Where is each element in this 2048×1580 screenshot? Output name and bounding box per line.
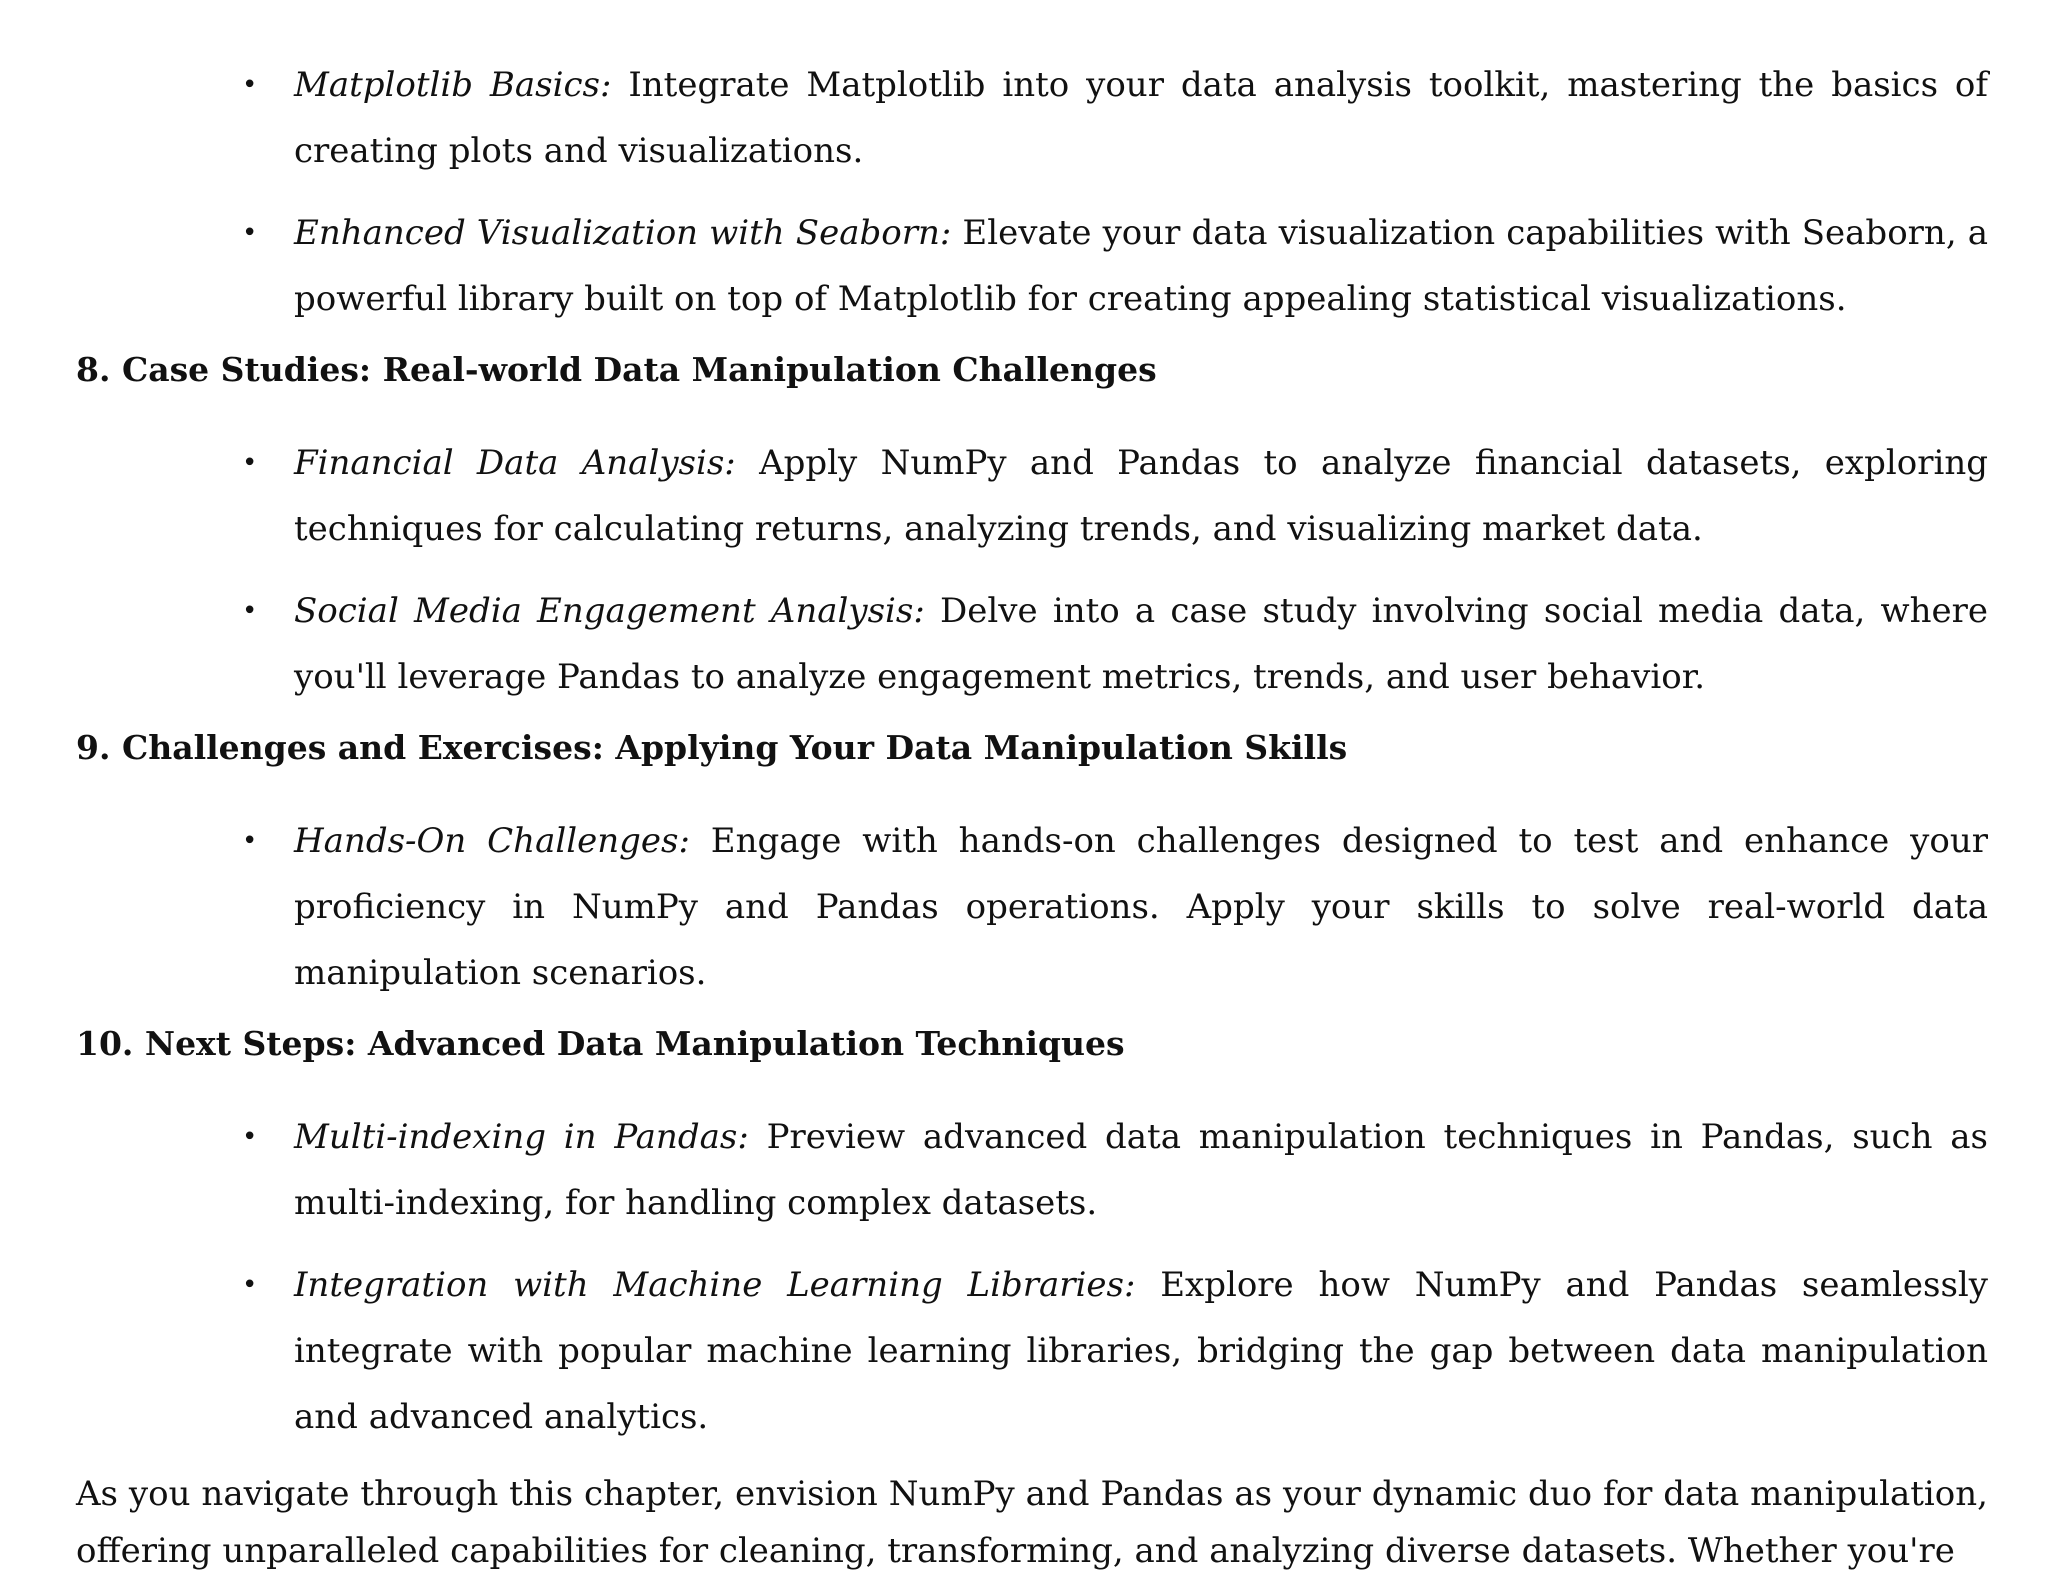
bullet-text: Apply NumPy and Pandas to analyze financial datasets, exploring techniques for calculating returns, analyzing trends, and visualizing market data. — [294, 443, 1989, 549]
bullet-glyph: • — [242, 218, 258, 248]
section-heading: 10. Next Steps: Advanced Data Manipulation Techniques — [76, 1024, 1125, 1063]
section-heading: 8. Case Studies: Real-world Data Manipulation Challenges — [76, 350, 1157, 389]
bullet-item — [76, 430, 1988, 562]
bullet-item — [76, 52, 1988, 184]
bullet-title: Hands-On Challenges: — [294, 821, 690, 861]
bullet-item — [76, 1252, 1988, 1450]
bullet-glyph: • — [242, 826, 258, 856]
bullet-title: Multi-indexing in Pandas: — [294, 1117, 749, 1157]
bullet-item — [76, 578, 1988, 710]
bullet-item — [76, 1104, 1988, 1236]
bullet-item — [76, 200, 1988, 332]
bullet-glyph: • — [242, 1270, 258, 1300]
bullet-glyph: • — [242, 448, 258, 478]
bullet-text: Delve into a case study involving social media data, where you'll leverage Pandas to analyze engagement metrics, trends, and user behavior. — [294, 591, 1988, 697]
bullet-glyph: • — [242, 70, 258, 100]
bullet-item — [76, 808, 1988, 1006]
bullet-glyph: • — [242, 1122, 258, 1152]
bullet-text: Elevate your data visualization capabilities with Seaborn, a powerful library built on top of Matplotlib for creating appealing statistical visualizations. — [294, 213, 1988, 319]
bullet-title: Enhanced Visualization with Seaborn: — [294, 213, 952, 253]
bullet-text: Integrate Matplotlib into your data analysis toolkit, mastering the basics of creating plots and visualizations. — [294, 65, 1988, 171]
bullet-title: Financial Data Analysis: — [294, 443, 736, 483]
bullet-text: Engage with hands-on challenges designed to test and enhance your proficiency in NumPy and Pandas operations. Apply your skills to solve real-world data manipulation scenarios. — [294, 821, 1988, 993]
closing-paragraph: As you navigate through this chapter, envision NumPy and Pandas as your dynamic duo for data manipulation, offering unparalleled capabilities for cleaning, transforming, and analyzing diverse datasets. Whether you're — [76, 1474, 1988, 1571]
bullet-title: Matplotlib Basics: — [294, 65, 612, 105]
section-bullet-list — [76, 430, 1988, 710]
bullet-text: Explore how NumPy and Pandas seamlessly integrate with popular machine learning libraries, bridging the gap between data manipulation and advanced analytics. — [294, 1265, 1988, 1437]
section-bullet-list — [76, 1104, 1988, 1450]
bullet-glyph: • — [242, 596, 258, 626]
section-heading: 9. Challenges and Exercises: Applying Your Data Manipulation Skills — [76, 728, 1348, 767]
bullet-text: Preview advanced data manipulation techniques in Pandas, such as multi-indexing, for handling complex datasets. — [294, 1117, 1989, 1223]
section-bullet-list — [76, 808, 1988, 1006]
bullet-title: Social Media Engagement Analysis: — [294, 591, 925, 631]
top-bullet-list — [76, 52, 1988, 332]
bullet-title: Integration with Machine Learning Libraries: — [294, 1265, 1136, 1305]
